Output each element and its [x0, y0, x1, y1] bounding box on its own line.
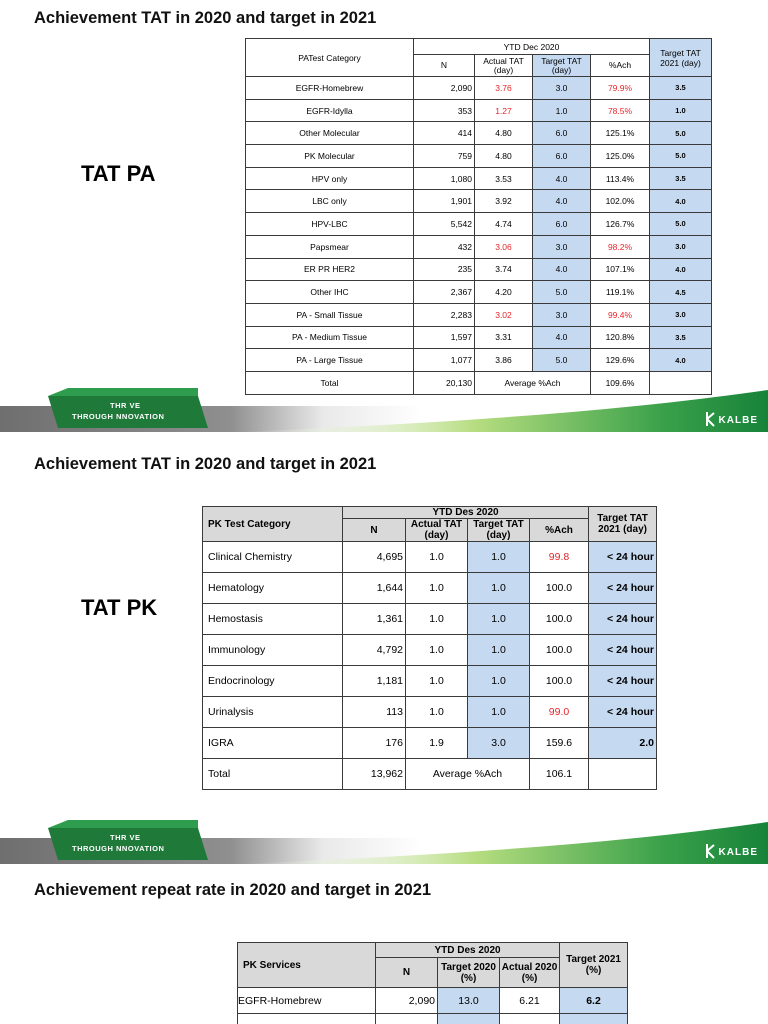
cell-average-label: Average %Ach [406, 759, 530, 790]
header-actual: Actual TAT (day) [406, 519, 468, 542]
tat-pa-table [245, 38, 712, 395]
cell-n: 1,077 [414, 349, 475, 372]
table-row [203, 666, 657, 697]
cell-total-label: Total [203, 759, 343, 790]
cell-ach: 79.9% [591, 77, 650, 100]
cell-target-2021: 4.0 [650, 190, 712, 213]
cell-ach: 102.0% [591, 190, 650, 213]
table-row-partial [238, 1014, 628, 1024]
cell-n: 2,090 [414, 77, 475, 100]
tagline-line2: THROUGH NNOVATION [72, 412, 165, 421]
cell-target-2021: 3.0 [650, 303, 712, 326]
slide-title: Achievement TAT in 2020 and target in 2021 [34, 455, 377, 473]
cell-actual: 3.76 [475, 77, 533, 100]
cell-actual: 1.27 [475, 99, 533, 122]
header-target-2021: Target 2021 (%) [560, 943, 628, 988]
cell-actual: 3.02 [475, 303, 533, 326]
cell-category: EGFR-Homebrew [238, 988, 376, 1014]
cell-target-2021: 5.0 [650, 213, 712, 236]
table-row [246, 235, 712, 258]
table-row [246, 145, 712, 168]
cell-target-2021: 4.5 [650, 281, 712, 304]
cell-category: PA - Medium Tissue [246, 326, 414, 349]
cell-actual: 1.0 [406, 635, 468, 666]
table-row [203, 573, 657, 604]
table-row [246, 303, 712, 326]
tagline-line2: THROUGH NNOVATION [72, 844, 165, 853]
cell-n: 1,597 [414, 326, 475, 349]
brand-name: KALBE [718, 847, 758, 858]
cell-actual: 1.0 [406, 573, 468, 604]
cell-n: 1,080 [414, 167, 475, 190]
cell-category: ER PR HER2 [246, 258, 414, 281]
header-ach: %Ach [530, 519, 589, 542]
cell-ach: 119.1% [591, 281, 650, 304]
cell-target-2021: 1.0 [650, 99, 712, 122]
cell-n: 4,792 [343, 635, 406, 666]
cell-category: Clinical Chemistry [203, 542, 343, 573]
table-row [203, 542, 657, 573]
cell-category: EGFR-Homebrew [246, 77, 414, 100]
header-category: PK Test Category [203, 507, 343, 542]
cell-category: Papsmear [246, 235, 414, 258]
tat-pk-table [202, 506, 657, 790]
cell-category: IGRA [203, 728, 343, 759]
slide-title: Achievement TAT in 2020 and target in 2021 [34, 9, 377, 27]
cell-ach: 98.2% [591, 235, 650, 258]
header-category: PK Services [238, 943, 376, 988]
cell-target: 13.0 [438, 988, 500, 1014]
table-row [246, 349, 712, 372]
cell-actual: 3.92 [475, 190, 533, 213]
cell-n: 5,542 [414, 213, 475, 236]
cell-target: 3.0 [533, 235, 591, 258]
repeat-rate-table [237, 942, 628, 1024]
cell-total-ach: 106.1 [530, 759, 589, 790]
cell-target: 3.0 [468, 728, 530, 759]
cell-target: 4.0 [533, 167, 591, 190]
cell-target-2021: 3.5 [650, 326, 712, 349]
cell-category: Hematology [203, 573, 343, 604]
cell-n: 414 [414, 122, 475, 145]
table-row [246, 326, 712, 349]
cell-n: 176 [343, 728, 406, 759]
cell-actual: 4.20 [475, 281, 533, 304]
cell-category: HPV only [246, 167, 414, 190]
header-target: Target 2020 (%) [438, 958, 500, 988]
header-category: PATest Category [246, 39, 414, 77]
cell-category: HPV-LBC [246, 213, 414, 236]
cell-empty [589, 759, 657, 790]
cell-empty [438, 1014, 500, 1024]
cell-target-2021: < 24 hour [589, 542, 657, 573]
cell-actual: 3.06 [475, 235, 533, 258]
cell-ach: 100.0 [530, 666, 589, 697]
cell-target-2021: 5.0 [650, 122, 712, 145]
cell-n: 2,283 [414, 303, 475, 326]
slide-title: Achievement repeat rate in 2020 and target in 2021 [34, 881, 432, 899]
header-n: N [414, 55, 475, 77]
cell-target: 3.0 [533, 303, 591, 326]
cell-target: 1.0 [468, 573, 530, 604]
cell-category: Endocrinology [203, 666, 343, 697]
cell-target-2021: < 24 hour [589, 604, 657, 635]
header-ach: %Ach [591, 55, 650, 77]
cell-actual: 4.80 [475, 145, 533, 168]
cell-ach: 129.6% [591, 349, 650, 372]
cell-actual: 1.0 [406, 697, 468, 728]
footer-banner [0, 816, 768, 864]
cell-category: Immunology [203, 635, 343, 666]
table-row [238, 988, 628, 1014]
cell-total-ach: 109.6% [591, 371, 650, 394]
cell-target: 1.0 [468, 697, 530, 728]
cell-actual: 1.0 [406, 666, 468, 697]
cell-category: Hemostasis [203, 604, 343, 635]
cell-target: 6.0 [533, 145, 591, 168]
header-n: N [376, 958, 438, 988]
cell-target: 3.0 [533, 77, 591, 100]
cell-ach: 100.0 [530, 604, 589, 635]
slide-tat-pa [0, 0, 768, 432]
cell-ach: 159.6 [530, 728, 589, 759]
cell-empty [238, 1014, 376, 1024]
cell-target: 1.0 [533, 99, 591, 122]
table-row [246, 122, 712, 145]
cell-category: PA - Large Tissue [246, 349, 414, 372]
cell-empty [500, 1014, 560, 1024]
cell-target-2021: 3.5 [650, 77, 712, 100]
cell-actual: 3.86 [475, 349, 533, 372]
table-row [203, 697, 657, 728]
table-row [203, 604, 657, 635]
footer-banner [0, 384, 768, 432]
cell-target-2021: < 24 hour [589, 697, 657, 728]
cell-total-label: Total [246, 371, 414, 394]
cell-ach: 99.0 [530, 697, 589, 728]
cell-actual: 3.31 [475, 326, 533, 349]
table-row [203, 635, 657, 666]
cell-target: 4.0 [533, 258, 591, 281]
cell-target: 1.0 [468, 542, 530, 573]
table-row [203, 728, 657, 759]
header-target: Target TAT (day) [533, 55, 591, 77]
table-row [246, 167, 712, 190]
cell-n: 1,361 [343, 604, 406, 635]
total-row [203, 759, 657, 790]
table-row [246, 190, 712, 213]
kalbe-logo-icon [702, 843, 716, 859]
tagline-line1: THR VE [110, 401, 141, 410]
tagline-line1: THR VE [110, 833, 141, 842]
section-label: TAT PK [81, 595, 158, 620]
cell-n: 2,367 [414, 281, 475, 304]
cell-target-2021: < 24 hour [589, 666, 657, 697]
cell-category: EGFR-Idylla [246, 99, 414, 122]
cell-n: 2,090 [376, 988, 438, 1014]
cell-target-2021: 3.5 [650, 167, 712, 190]
cell-target-2021: 4.0 [650, 258, 712, 281]
header-ytd: YTD Des 2020 [376, 943, 560, 958]
cell-target: 6.0 [533, 213, 591, 236]
header-ytd: YTD Des 2020 [343, 507, 589, 519]
cell-actual: 4.80 [475, 122, 533, 145]
cell-category: Urinalysis [203, 697, 343, 728]
cell-total-n: 13,962 [343, 759, 406, 790]
cell-category: LBC only [246, 190, 414, 213]
cell-target: 1.0 [468, 604, 530, 635]
header-actual: Actual 2020 (%) [500, 958, 560, 988]
cell-average-label: Average %Ach [475, 371, 591, 394]
cell-category: Other Molecular [246, 122, 414, 145]
cell-n: 113 [343, 697, 406, 728]
cell-ach: 100.0 [530, 635, 589, 666]
cell-target: 4.0 [533, 190, 591, 213]
header-target-2021: Target TAT 2021 (day) [589, 507, 657, 542]
section-label: TAT PA [81, 161, 156, 186]
cell-actual: 4.74 [475, 213, 533, 236]
cell-actual: 1.0 [406, 604, 468, 635]
cell-ach: 107.1% [591, 258, 650, 281]
cell-ach: 126.7% [591, 213, 650, 236]
cell-n: 1,181 [343, 666, 406, 697]
cell-ach: 113.4% [591, 167, 650, 190]
kalbe-logo-icon [702, 411, 716, 427]
brand-name: KALBE [718, 415, 758, 426]
cell-empty [376, 1014, 438, 1024]
header-target: Target TAT (day) [468, 519, 530, 542]
cell-target: 5.0 [533, 281, 591, 304]
header-n: N [343, 519, 406, 542]
cell-target: 5.0 [533, 349, 591, 372]
cell-target: 4.0 [533, 326, 591, 349]
cell-n: 759 [414, 145, 475, 168]
cell-ach: 78.5% [591, 99, 650, 122]
cell-category: PK Molecular [246, 145, 414, 168]
cell-actual: 3.74 [475, 258, 533, 281]
cell-actual: 3.53 [475, 167, 533, 190]
cell-actual: 6.21 [500, 988, 560, 1014]
cell-ach: 100.0 [530, 573, 589, 604]
header-target-2021: Target TAT 2021 (day) [650, 39, 712, 77]
cell-total-n: 20,130 [414, 371, 475, 394]
cell-n: 4,695 [343, 542, 406, 573]
table-row [246, 281, 712, 304]
cell-n: 432 [414, 235, 475, 258]
cell-ach: 99.4% [591, 303, 650, 326]
cell-ach: 120.8% [591, 326, 650, 349]
cell-n: 353 [414, 99, 475, 122]
cell-target-2021: 6.2 [560, 988, 628, 1014]
slide-tat-pk [0, 434, 768, 864]
cell-target: 1.0 [468, 635, 530, 666]
slide-repeat-rate [0, 866, 768, 1024]
cell-actual: 1.9 [406, 728, 468, 759]
cell-n: 235 [414, 258, 475, 281]
cell-target-2021: 2.0 [589, 728, 657, 759]
cell-category: Other IHC [246, 281, 414, 304]
cell-category: PA - Small Tissue [246, 303, 414, 326]
header-actual: Actual TAT (day) [475, 55, 533, 77]
cell-ach: 125.1% [591, 122, 650, 145]
cell-actual: 1.0 [406, 542, 468, 573]
cell-target-2021: 4.0 [650, 349, 712, 372]
cell-target-2021: 3.0 [650, 235, 712, 258]
cell-ach: 99.8 [530, 542, 589, 573]
cell-target-2021: < 24 hour [589, 635, 657, 666]
cell-ach: 125.0% [591, 145, 650, 168]
cell-target-2021: < 24 hour [589, 573, 657, 604]
cell-target: 1.0 [468, 666, 530, 697]
table-row [246, 258, 712, 281]
cell-target: 6.0 [533, 122, 591, 145]
cell-empty [560, 1014, 628, 1024]
cell-n: 1,901 [414, 190, 475, 213]
cell-n: 1,644 [343, 573, 406, 604]
table-row [246, 213, 712, 236]
header-ytd: YTD Dec 2020 [414, 39, 650, 55]
table-row [246, 99, 712, 122]
cell-target-2021: 5.0 [650, 145, 712, 168]
table-row [246, 77, 712, 100]
